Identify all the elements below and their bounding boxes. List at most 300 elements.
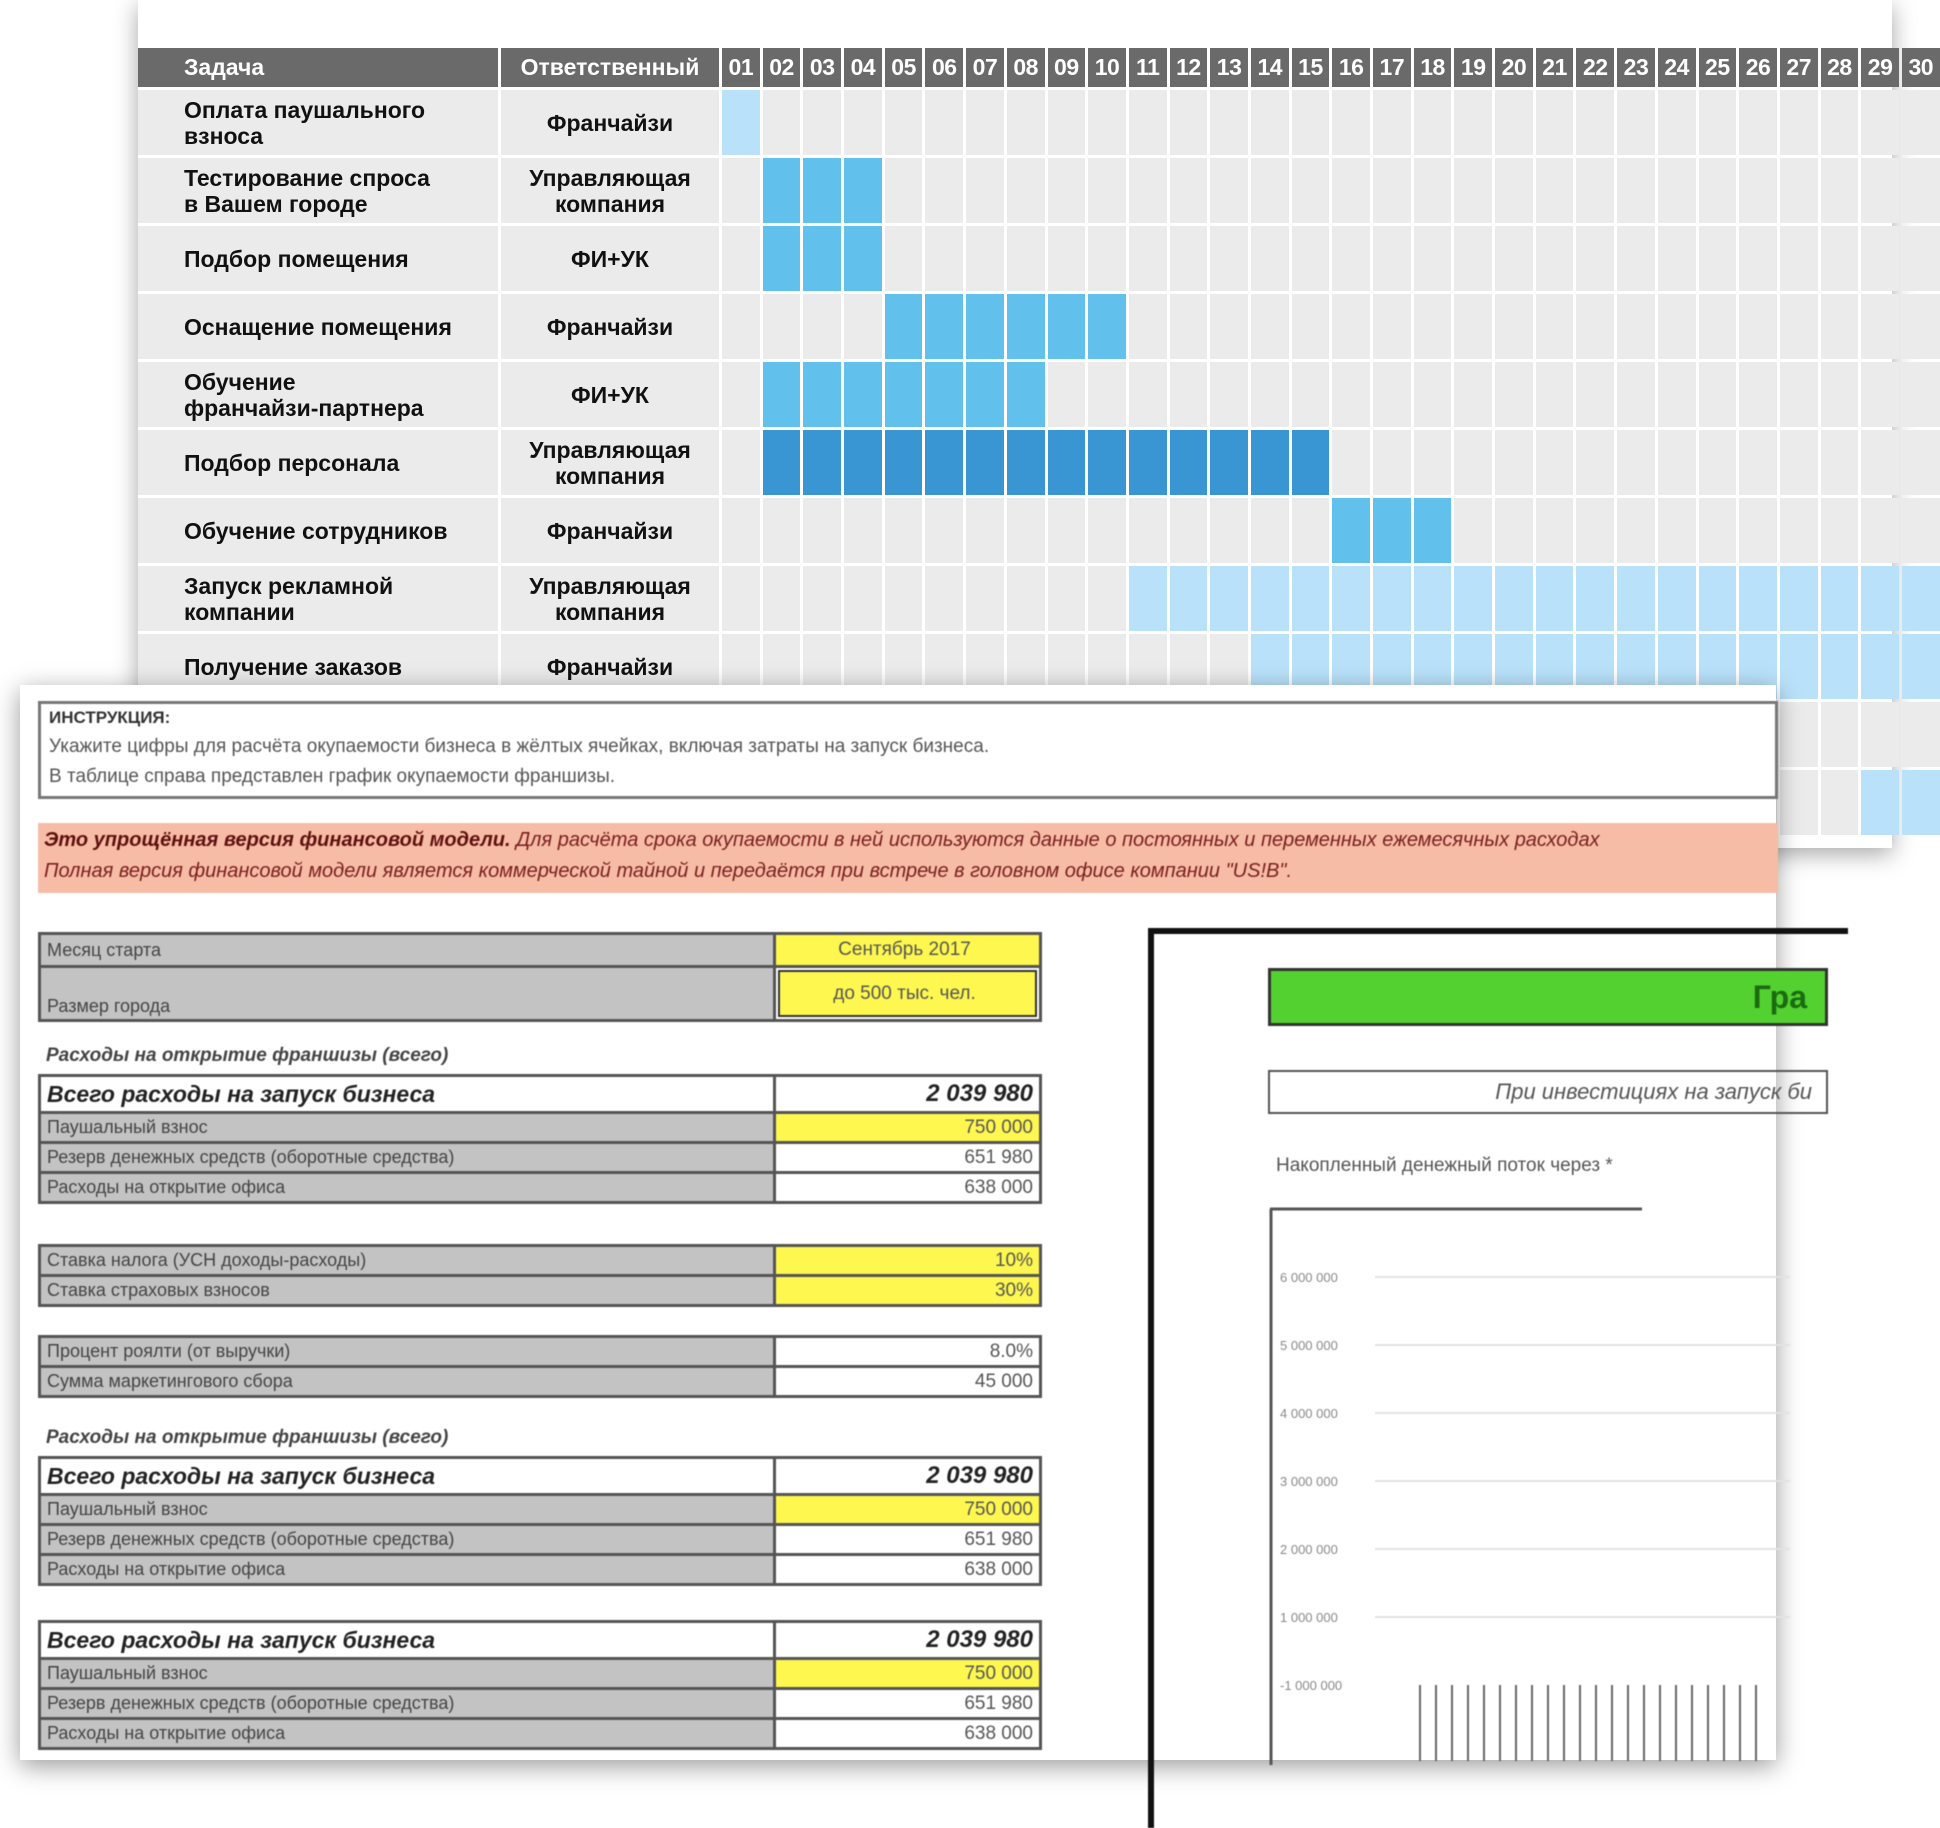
task-responsible: ФИ+УК	[501, 226, 719, 291]
day-cell	[1292, 226, 1330, 291]
total-value-2: 2 039 980	[926, 1462, 1033, 1489]
day-cell	[844, 498, 882, 563]
chart-y-tick-label: 3 000 000	[1280, 1474, 1338, 1489]
day-cell	[1251, 158, 1289, 223]
day-cell	[803, 90, 841, 155]
column-header-day: 25	[1699, 48, 1737, 87]
model-note-rest: Для расчёта срока окупаемости в ней используются данные о постоянных и переменных ежемесячных расходах	[510, 829, 1600, 851]
tax-value[interactable]: 10%	[776, 1247, 1039, 1274]
day-cell	[1292, 362, 1330, 427]
reserve-value-2: 651 980	[964, 1528, 1033, 1550]
day-cell	[1821, 294, 1859, 359]
day-cell	[1088, 498, 1126, 563]
day-cell	[1088, 158, 1126, 223]
fee-label-1: Паушальный взнос	[41, 1114, 776, 1141]
financial-model-sheet	[20, 685, 1812, 1760]
day-cell	[925, 158, 963, 223]
day-cell	[1454, 90, 1492, 155]
day-cell	[1821, 770, 1859, 835]
gantt-bar-segment	[925, 362, 963, 427]
day-cell	[925, 226, 963, 291]
gantt-bar-segment	[1902, 770, 1940, 835]
day-cell	[803, 498, 841, 563]
gantt-bar-segment	[1414, 566, 1452, 631]
day-cell	[1576, 498, 1614, 563]
day-cell	[1454, 294, 1492, 359]
day-cell	[1576, 430, 1614, 495]
tax-label: Ставка налога (УСН доходы-расходы)	[41, 1247, 776, 1274]
day-cell	[1739, 362, 1777, 427]
gantt-bar-segment	[1780, 566, 1818, 631]
marketing-label: Сумма маркетингового сбора	[41, 1368, 776, 1395]
day-cell	[722, 566, 760, 631]
day-cell	[1210, 158, 1248, 223]
gantt-bar-segment	[844, 430, 882, 495]
day-cell	[966, 226, 1004, 291]
column-header-day: 18	[1414, 48, 1452, 87]
day-cell	[1699, 158, 1737, 223]
day-cell	[1699, 362, 1737, 427]
task-name: Запуск рекламной компании	[138, 566, 498, 631]
day-cell	[722, 362, 760, 427]
column-header-day: 27	[1780, 48, 1818, 87]
day-cell	[1576, 294, 1614, 359]
day-cell	[1821, 158, 1859, 223]
chart-y-tick-label: -1 000 000	[1280, 1678, 1343, 1693]
day-cell	[1495, 430, 1533, 495]
day-cell	[1048, 566, 1086, 631]
day-cell	[1861, 362, 1899, 427]
task-name: Получение заказов	[138, 634, 498, 699]
gantt-bar-segment	[1251, 430, 1289, 495]
day-cell	[1617, 498, 1655, 563]
fee-value-2[interactable]: 750 000	[776, 1496, 1039, 1523]
task-responsible: Франчайзи	[501, 634, 719, 699]
model-note	[38, 823, 1778, 893]
day-cell	[722, 498, 760, 563]
day-cell	[966, 158, 1004, 223]
day-cell	[763, 90, 801, 155]
column-header-day: 13	[1210, 48, 1248, 87]
gantt-bar-segment	[1007, 362, 1045, 427]
column-header-day: 26	[1739, 48, 1777, 87]
day-cell	[1780, 770, 1818, 835]
day-cell	[966, 498, 1004, 563]
total-value-3: 2 039 980	[926, 1626, 1033, 1653]
gantt-bar-segment	[1861, 634, 1899, 699]
total-label-3: Всего расходы на запуск бизнеса	[41, 1623, 776, 1657]
gantt-bar-segment	[1088, 294, 1126, 359]
day-cell	[1861, 226, 1899, 291]
day-cell	[1210, 294, 1248, 359]
gantt-bar-segment	[1861, 770, 1899, 835]
gantt-bar-segment	[763, 226, 801, 291]
day-cell	[1739, 430, 1777, 495]
chart-y-tick-label: 4 000 000	[1280, 1406, 1338, 1421]
gantt-bar-segment	[966, 294, 1004, 359]
office-value-3: 638 000	[964, 1722, 1033, 1744]
column-header-day: 14	[1251, 48, 1289, 87]
task-responsible: Управляющая компания	[501, 430, 719, 495]
column-header-day: 01	[722, 48, 760, 87]
day-cell	[1454, 498, 1492, 563]
tax-row	[38, 1244, 1042, 1277]
task-name: Подбор помещения	[138, 226, 498, 291]
reserve-row-2	[38, 1523, 1042, 1556]
reserve-label-2: Резерв денежных средств (оборотные средства)	[41, 1526, 776, 1553]
day-cell	[1292, 158, 1330, 223]
day-cell	[885, 90, 923, 155]
day-cell	[885, 566, 923, 631]
royalty-value[interactable]: 8.0%	[989, 1340, 1033, 1362]
day-cell	[722, 226, 760, 291]
day-cell	[1495, 362, 1533, 427]
column-header-day: 19	[1454, 48, 1492, 87]
column-header-day: 28	[1821, 48, 1859, 87]
instruction-title: ИНСТРУКЦИЯ:	[49, 708, 171, 727]
column-header-day: 03	[803, 48, 841, 87]
day-cell	[1129, 362, 1167, 427]
day-cell	[844, 90, 882, 155]
insurance-row	[38, 1274, 1042, 1307]
gantt-bar-segment	[1210, 566, 1248, 631]
office-row-1	[38, 1171, 1042, 1204]
day-cell	[1495, 226, 1533, 291]
gantt-bar-segment	[1414, 498, 1452, 563]
day-cell	[1617, 430, 1655, 495]
day-cell	[1292, 294, 1330, 359]
day-cell	[1536, 158, 1574, 223]
day-cell	[1414, 362, 1452, 427]
task-responsible: Франчайзи	[501, 90, 719, 155]
day-cell	[925, 566, 963, 631]
task-name: Подбор персонала	[138, 430, 498, 495]
day-cell	[1495, 294, 1533, 359]
column-header-day: 06	[925, 48, 963, 87]
column-header-day: 02	[763, 48, 801, 87]
total-label-1: Всего расходы на запуск бизнеса	[41, 1077, 776, 1111]
reserve-value-1: 651 980	[964, 1146, 1033, 1168]
day-cell	[1576, 158, 1614, 223]
day-cell	[1048, 90, 1086, 155]
payback-chart-plot	[1270, 1205, 1790, 1765]
day-cell	[1332, 430, 1370, 495]
day-cell	[1170, 90, 1208, 155]
column-header-day: 23	[1617, 48, 1655, 87]
task-name: Тестирование спроса в Вашем городе	[138, 158, 498, 223]
gantt-bar-segment	[1576, 566, 1614, 631]
gantt-bar-segment	[803, 362, 841, 427]
day-cell	[1861, 90, 1899, 155]
gantt-bar-segment	[844, 362, 882, 427]
fee-value-3[interactable]: 750 000	[776, 1660, 1039, 1687]
day-cell	[1210, 498, 1248, 563]
day-cell	[1210, 362, 1248, 427]
office-value-2: 638 000	[964, 1558, 1033, 1580]
day-cell	[1821, 702, 1859, 767]
day-cell	[885, 158, 923, 223]
day-cell	[1373, 158, 1411, 223]
reserve-label-3: Резерв денежных средств (оборотные средства)	[41, 1690, 776, 1717]
day-cell	[1902, 294, 1940, 359]
day-cell	[1739, 226, 1777, 291]
gantt-bar-segment	[1292, 566, 1330, 631]
task-name: Оснащение помещения	[138, 294, 498, 359]
gantt-bar-segment	[1251, 566, 1289, 631]
start-month-row	[38, 932, 1042, 968]
start-month-value[interactable]: Сентябрь 2017	[776, 935, 1039, 965]
model-note-line-2: Полная версия финансовой модели является коммерческой тайной и передаётся при встрече в головном офисе компании "US!B".	[44, 860, 1292, 882]
gantt-bar-segment	[925, 430, 963, 495]
day-cell	[1495, 90, 1533, 155]
column-header-day: 09	[1048, 48, 1086, 87]
day-cell	[1861, 158, 1899, 223]
total-row-1	[38, 1074, 1042, 1114]
gantt-bar-segment	[1821, 634, 1859, 699]
section-title-2: Расходы на открытие франшизы (всего)	[46, 1427, 449, 1448]
gantt-bar-segment	[1048, 294, 1086, 359]
day-cell	[1373, 294, 1411, 359]
reserve-row-3	[38, 1687, 1042, 1720]
day-cell	[1780, 498, 1818, 563]
day-cell	[1902, 702, 1940, 767]
day-cell	[1210, 90, 1248, 155]
total-label-2: Всего расходы на запуск бизнеса	[41, 1459, 776, 1493]
day-cell	[1048, 498, 1086, 563]
gantt-bar-segment	[1699, 566, 1737, 631]
day-cell	[1332, 90, 1370, 155]
gantt-bar-segment	[722, 90, 760, 155]
gantt-bar-segment	[1129, 566, 1167, 631]
fee-label-2: Паушальный взнос	[41, 1496, 776, 1523]
day-cell	[1048, 158, 1086, 223]
payback-chart-caption: Накопленный денежный поток через *	[1276, 1155, 1613, 1176]
office-row-3	[38, 1717, 1042, 1750]
day-cell	[1658, 498, 1696, 563]
fee-row-3	[38, 1657, 1042, 1690]
column-header-day: 17	[1373, 48, 1411, 87]
task-responsible: Управляющая компания	[501, 158, 719, 223]
day-cell	[1576, 90, 1614, 155]
day-cell	[1699, 430, 1737, 495]
column-header-day: 16	[1332, 48, 1370, 87]
day-cell	[1821, 226, 1859, 291]
day-cell	[1821, 90, 1859, 155]
gantt-bar-segment	[1658, 566, 1696, 631]
day-cell	[1902, 226, 1940, 291]
day-cell	[1821, 498, 1859, 563]
day-cell	[1699, 294, 1737, 359]
day-cell	[1861, 294, 1899, 359]
day-cell	[1088, 90, 1126, 155]
column-header-day: 24	[1658, 48, 1696, 87]
gantt-bar-segment	[966, 362, 1004, 427]
gantt-bar-segment	[1007, 430, 1045, 495]
insurance-label: Ставка страховых взносов	[41, 1277, 776, 1304]
day-cell	[1170, 362, 1208, 427]
day-cell	[803, 566, 841, 631]
gantt-bar-segment	[1780, 634, 1818, 699]
day-cell	[1251, 90, 1289, 155]
day-cell	[1658, 430, 1696, 495]
day-cell	[1780, 294, 1818, 359]
day-cell	[1780, 226, 1818, 291]
day-cell	[1129, 90, 1167, 155]
day-cell	[1658, 294, 1696, 359]
day-cell	[1617, 362, 1655, 427]
day-cell	[1902, 430, 1940, 495]
day-cell	[1821, 362, 1859, 427]
day-cell	[763, 566, 801, 631]
day-cell	[1129, 294, 1167, 359]
total-value-1: 2 039 980	[926, 1080, 1033, 1107]
column-header-day: 07	[966, 48, 1004, 87]
gantt-bar-segment	[1170, 566, 1208, 631]
day-cell	[1780, 158, 1818, 223]
gantt-bar-segment	[1454, 566, 1492, 631]
day-cell	[1495, 158, 1533, 223]
day-cell	[1373, 430, 1411, 495]
day-cell	[1658, 226, 1696, 291]
day-cell	[1048, 362, 1086, 427]
chart-y-tick-label: 5 000 000	[1280, 1338, 1338, 1353]
fee-row-2	[38, 1493, 1042, 1526]
day-cell	[925, 90, 963, 155]
day-cell	[885, 226, 923, 291]
day-cell	[1780, 90, 1818, 155]
gantt-bar-segment	[1129, 430, 1167, 495]
day-cell	[1536, 294, 1574, 359]
gantt-bar-segment	[1210, 430, 1248, 495]
marketing-value[interactable]: 45 000	[974, 1370, 1033, 1392]
section-title-1: Расходы на открытие франшизы (всего)	[46, 1045, 449, 1066]
day-cell	[1902, 362, 1940, 427]
insurance-value[interactable]: 30%	[776, 1277, 1039, 1304]
day-cell	[722, 430, 760, 495]
day-cell	[1373, 90, 1411, 155]
royalty-label: Процент роялти (от выручки)	[41, 1338, 776, 1365]
reserve-value-3: 651 980	[964, 1692, 1033, 1714]
day-cell	[1902, 498, 1940, 563]
day-cell	[1739, 90, 1777, 155]
instruction-line-2: В таблице справа представлен график окупаемости франшизы.	[49, 766, 616, 787]
gantt-bar-segment	[763, 362, 801, 427]
day-cell	[1699, 90, 1737, 155]
day-cell	[966, 566, 1004, 631]
total-row-2	[38, 1456, 1042, 1496]
chart-y-tick-label: 6 000 000	[1280, 1270, 1338, 1285]
instruction-line-1: Укажите цифры для расчёта окупаемости бизнеса в жёлтых ячейках, включая затраты на запуск бизнеса.	[49, 736, 990, 757]
gantt-bar-segment	[966, 430, 1004, 495]
gantt-bar-segment	[1292, 430, 1330, 495]
gantt-bar-segment	[885, 362, 923, 427]
day-cell	[1048, 226, 1086, 291]
gantt-bar-segment	[885, 294, 923, 359]
chart-y-tick-label: 1 000 000	[1280, 1610, 1338, 1625]
day-cell	[1861, 702, 1899, 767]
gantt-bar-segment	[1007, 294, 1045, 359]
day-cell	[885, 498, 923, 563]
day-cell	[1332, 362, 1370, 427]
day-cell	[1210, 226, 1248, 291]
day-cell	[1170, 158, 1208, 223]
day-cell	[1251, 226, 1289, 291]
chart-y-tick-label: 2 000 000	[1280, 1542, 1338, 1557]
day-cell	[1617, 226, 1655, 291]
day-cell	[1861, 430, 1899, 495]
column-header-day: 11	[1129, 48, 1167, 87]
day-cell	[1414, 226, 1452, 291]
royalty-row	[38, 1335, 1042, 1368]
day-cell	[1454, 430, 1492, 495]
gantt-bar-segment	[1902, 566, 1940, 631]
gantt-bar-segment	[1821, 566, 1859, 631]
payback-chart-title: Гра	[1268, 968, 1828, 1026]
task-responsible: ФИ+УК	[501, 362, 719, 427]
day-cell	[1617, 90, 1655, 155]
gantt-bar-segment	[1617, 566, 1655, 631]
column-header-day: 22	[1576, 48, 1614, 87]
day-cell	[803, 294, 841, 359]
city-size-value[interactable]: до 500 тыс. чел.	[778, 970, 1037, 1017]
day-cell	[1414, 430, 1452, 495]
column-header-day: 10	[1088, 48, 1126, 87]
task-responsible: Управляющая компания	[501, 566, 719, 631]
task-name: Обучение сотрудников	[138, 498, 498, 563]
day-cell	[1617, 158, 1655, 223]
gantt-bar-segment	[1739, 566, 1777, 631]
office-label-1: Расходы на открытие офиса	[41, 1174, 776, 1201]
model-note-bold: Это упрощённая версия финансовой модели.	[44, 829, 511, 851]
day-cell	[1332, 294, 1370, 359]
task-responsible: Франчайзи	[501, 294, 719, 359]
fee-label-3: Паушальный взнос	[41, 1660, 776, 1687]
column-header-day: 29	[1861, 48, 1899, 87]
gantt-bar-segment	[803, 430, 841, 495]
day-cell	[1780, 430, 1818, 495]
day-cell	[1536, 362, 1574, 427]
city-size-label: Размер города	[41, 968, 776, 1019]
day-cell	[1495, 498, 1533, 563]
day-cell	[1129, 158, 1167, 223]
chart-y-ticks	[1280, 1270, 1790, 1693]
day-cell	[1251, 294, 1289, 359]
start-month-label: Месяц старта	[41, 935, 776, 965]
gantt-bar-segment	[1861, 566, 1899, 631]
day-cell	[1414, 158, 1452, 223]
day-cell	[1739, 498, 1777, 563]
day-cell	[1414, 294, 1452, 359]
column-header-task: Задача	[138, 48, 498, 87]
day-cell	[1658, 90, 1696, 155]
total-row-3	[38, 1620, 1042, 1660]
fee-value-1[interactable]: 750 000	[776, 1114, 1039, 1141]
gantt-bar-segment	[844, 226, 882, 291]
day-cell	[1292, 498, 1330, 563]
gantt-bar-segment	[925, 294, 963, 359]
day-cell	[1454, 158, 1492, 223]
day-cell	[1129, 226, 1167, 291]
marketing-row	[38, 1365, 1042, 1398]
gantt-bar-segment	[1088, 430, 1126, 495]
gantt-bar-segment	[1495, 566, 1533, 631]
gantt-bar-segment	[1373, 498, 1411, 563]
day-cell	[1780, 362, 1818, 427]
fee-row-1	[38, 1111, 1042, 1144]
day-cell	[1780, 702, 1818, 767]
day-cell	[1739, 158, 1777, 223]
day-cell	[1007, 90, 1045, 155]
